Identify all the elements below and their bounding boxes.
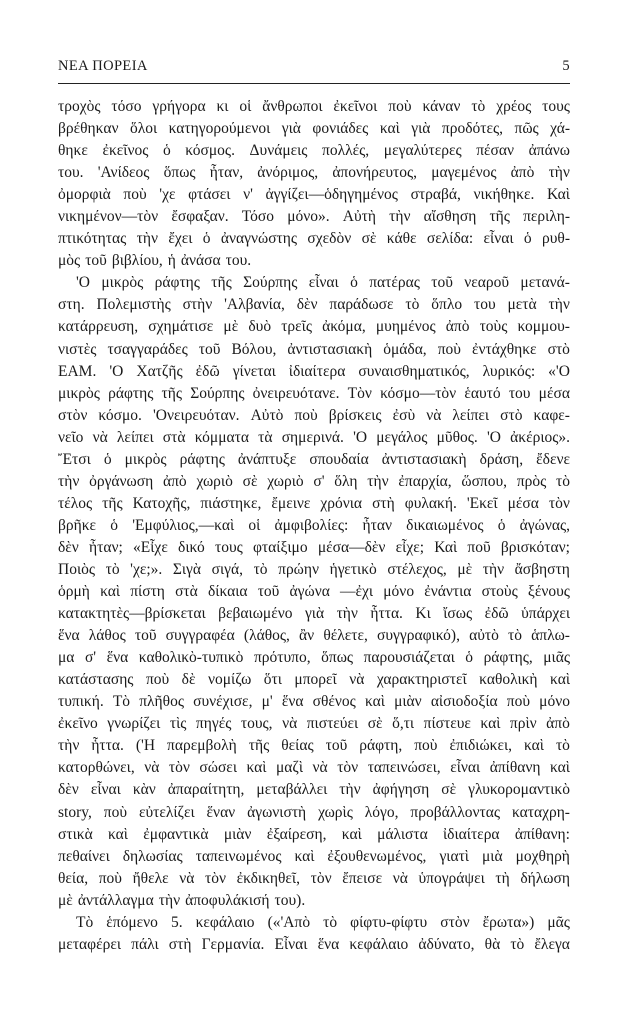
text-line: Τὸ ἑπόμενο 5. κεφάλαιο («'Απὸ τὸ φίφτυ-φίφτυ στὸν ἔρωτα») μᾶς bbox=[76, 913, 570, 931]
text-line: πτικότητας τὴν ἔχει ὁ ἀναγνώστης σχεδὸν σὲ κάθε σελίδα: εἶναι ὁ ρυθ- bbox=[58, 230, 570, 248]
text-line: ὀμορφιὰ ποὺ 'χε φτάσει ν' ἀγγίζει—ὁδηγημένος στραβά, νικήθηκε. Καὶ bbox=[58, 186, 570, 204]
text-line: μὸς τοῦ βιβλίου, ἡ ἀνάσα του. bbox=[58, 252, 252, 270]
text-line: τροχὸς τόσο γρήγορα κι οἱ ἄνθρωποι ἐκεῖνοι ποὺ κάναν τὸ χρέος τους bbox=[58, 98, 570, 115]
page-number: 5 bbox=[562, 58, 570, 74]
header-rule bbox=[58, 83, 570, 84]
text-line: βρέθηκαν ὅλοι κατηγορούμενοι γιὰ φονιάδες καὶ γιὰ προδότες, πῶς χά- bbox=[58, 120, 570, 138]
text-line: βρῆκε ὁ 'Εμφύλιος,—καὶ οἱ ἀμφιβολίες: ἦταν δικαιωμένος ὁ ἀγώνας, bbox=[58, 516, 570, 534]
text-line: κατάρρευση, σχημάτισε μὲ δυὸ τρεῖς ἀκόμα, μυημένος ἀπὸ τοὺς κομμου- bbox=[58, 318, 570, 336]
text-line: ὁρμὴ καὶ πίστη στὰ δίκαια τοῦ ἀγώνα —ἐχι μόνο ἐνάντια στοὺς ξένους bbox=[58, 583, 570, 601]
text-line: ἕνα λάθος τοῦ συγγραφέα (λάθος, ἂν θέλετε, συγγραφικό), αὐτὸ τὸ ἁπλω- bbox=[58, 627, 570, 645]
text-line: Ποιὸς τὸ 'χε;». Σιγὰ σιγά, τὸ πρώην ἡγετικὸ στέλεχος, μὲ τὴν ἄσβηστη bbox=[58, 560, 570, 578]
text-line: μα σ' ἕνα καθολικὸ-τυπικὸ πρότυπο, ὅπως παρουσιάζεται ὁ ράφτης, μιᾶς bbox=[58, 649, 570, 667]
text-line: μεταφέρει πάλι στὴ Γερμανία. Εἶναι ἕνα κεφάλαιο ἀδύνατο, θὰ τὸ ἔλεγα bbox=[58, 935, 570, 953]
journal-title: ΝΕΑ ΠΟΡΕΙΑ bbox=[58, 58, 148, 74]
text-line: τὴν ἧττα. ('Η παρεμβολὴ τῆς θείας τοῦ ράφτη, ποὺ ἐπιδιώκει, καὶ τὸ bbox=[58, 737, 570, 755]
text-line: ἐκεῖνο γνωρίζει τὶς πηγές τους, νὰ πιστεύει σὲ ὅ,τι πίστευε καὶ πρὶν ἀπὸ bbox=[58, 715, 570, 733]
text-line: ΕΑΜ. 'Ο Χατζῆς ἐδῶ γίνεται ἰδιαίτερα συναισθηματικός, λυρικός: «'Ο bbox=[58, 362, 570, 380]
text-line: θηκε ἐκεῖνος ὁ κόσμος. Δυνάμεις πολλές, μεγαλύτερες πέσαν ἀπάνω bbox=[58, 142, 570, 160]
text-line: κατορθώνει, νὰ τὸν σώσει καὶ μαζὶ νὰ τὸν ταπεινώσει, εἶναι ἀπίθανη καὶ bbox=[58, 759, 570, 777]
text-line: στη. Πολεμιστὴς στὴν 'Αλβανία, δὲν παράδωσε τὸ ὅπλο του μετὰ τὴν bbox=[58, 296, 570, 314]
text-line: νεῖο νὰ λείπει στὰ κόμματα τὰ σημερινά. 'Ο μεγάλος μῦθος. 'Ο ἀκέριος». bbox=[58, 428, 570, 446]
text-line: του. 'Ανίδεος ὅπως ἦταν, ἀνόριμος, ἀπονήρευτος, μαγεμένος ἀπὸ τὴν bbox=[58, 164, 570, 182]
text-line: νιστὲς τσαγγαράδες τοῦ Βόλου, ἀντιστασιακὴ ὁμάδα, ποὺ ἐντάχθηκε στὸ bbox=[58, 340, 570, 358]
text-line: δὲν ἦταν; «Εἶχε δικό τους φταίξιμο μέσα—δὲν εἶχε; Καὶ ποῦ βρισκόταν; bbox=[58, 538, 570, 556]
running-header bbox=[58, 58, 570, 80]
text-line: Ἔτσι ὁ μικρὸς ράφτης ἀνάπτυξε σπουδαία ἀντιστασιακὴ δράση, ἔδενε bbox=[58, 450, 570, 468]
text-line: κατακτητὲς—βρίσκεται βεβαιωμένο γιὰ τὴν ἧττα. Κι ἴσως ἐδῶ ὑπάρχει bbox=[58, 605, 570, 623]
text-line: 'Ο μικρὸς ράφτης τῆς Σούρπης εἶναι ὁ πατέρας τοῦ νεαροῦ μετανά- bbox=[76, 274, 570, 292]
text-line: τὴν ὀργάνωση ἀπὸ χωριὸ σὲ χωριὸ σ' ὅλη τὴν ἐπαρχία, ὥσπου, πρὸς τὸ bbox=[58, 472, 570, 490]
text-line: στικὰ καὶ ἐμφαντικὰ μιὰν ἐξαίρεση, καὶ μάλιστα ἰδιαίτερα ἀπίθανη: bbox=[58, 825, 570, 843]
text-line: δὲν εἶναι κὰν ἀπαραίτητη, μεταβάλλει τὴν ἀφήγηση σὲ γλυκορομαντικὸ bbox=[58, 781, 570, 799]
text-line: κατάστασης ποὺ δὲ νομίζω ὅτι μπορεῖ νὰ χαρακτηριστεῖ καθολικὴ καὶ bbox=[58, 671, 570, 689]
text-line: μὲ ἀντάλλαγμα τὴν ἀποφυλάκισή του). bbox=[58, 891, 306, 909]
text-line: story, ποὺ εὐτελίζει ἕναν ἀγωνιστὴ χωρὶς λόγο, προβάλλοντας καταχρη- bbox=[58, 803, 570, 821]
text-line: στὸν κόσμο. 'Ονειρευόταν. Αὐτὸ ποὺ βρίσκεις ἐσὺ νὰ λείπει στὸ καφε- bbox=[58, 406, 570, 424]
page bbox=[58, 58, 570, 956]
text-line: μικρὸς ράφτης τῆς Σούρπης ὀνειρευότανε. Τὸν κόσμο—τὸν ἑαυτό του μέσα bbox=[58, 384, 570, 402]
text-line: τέλος τῆς Κατοχῆς, πιάστηκε, ἔμεινε χρόνια στὴ φυλακή. 'Εκεῖ μέσα τὸν bbox=[58, 494, 570, 512]
text-line: πεθαίνει δηλωσίας ταπεινωμένος καὶ ἐξουθενωμένος, γιατὶ μιὰ μοχθηρὴ bbox=[58, 847, 570, 865]
text-line: τυπική. Τὸ πλῆθος συνέχισε, μ' ἕνα σθένος καὶ μιὰν αἰσιοδοξία ποὺ μόνο bbox=[58, 693, 570, 711]
body-text bbox=[58, 96, 570, 956]
text-line: νικημένον—τὸν ἔσφαξαν. Τόσο μόνο». Αὐτὴ τὴν αἴσθηση τῆς περιλη- bbox=[58, 208, 570, 226]
text-line: θεία, ποὺ ἤθελε νὰ τὸν ἐκδικηθεῖ, τὸν ἔπεισε νὰ ὑπογράψει τὴ δήλωση bbox=[58, 869, 570, 887]
